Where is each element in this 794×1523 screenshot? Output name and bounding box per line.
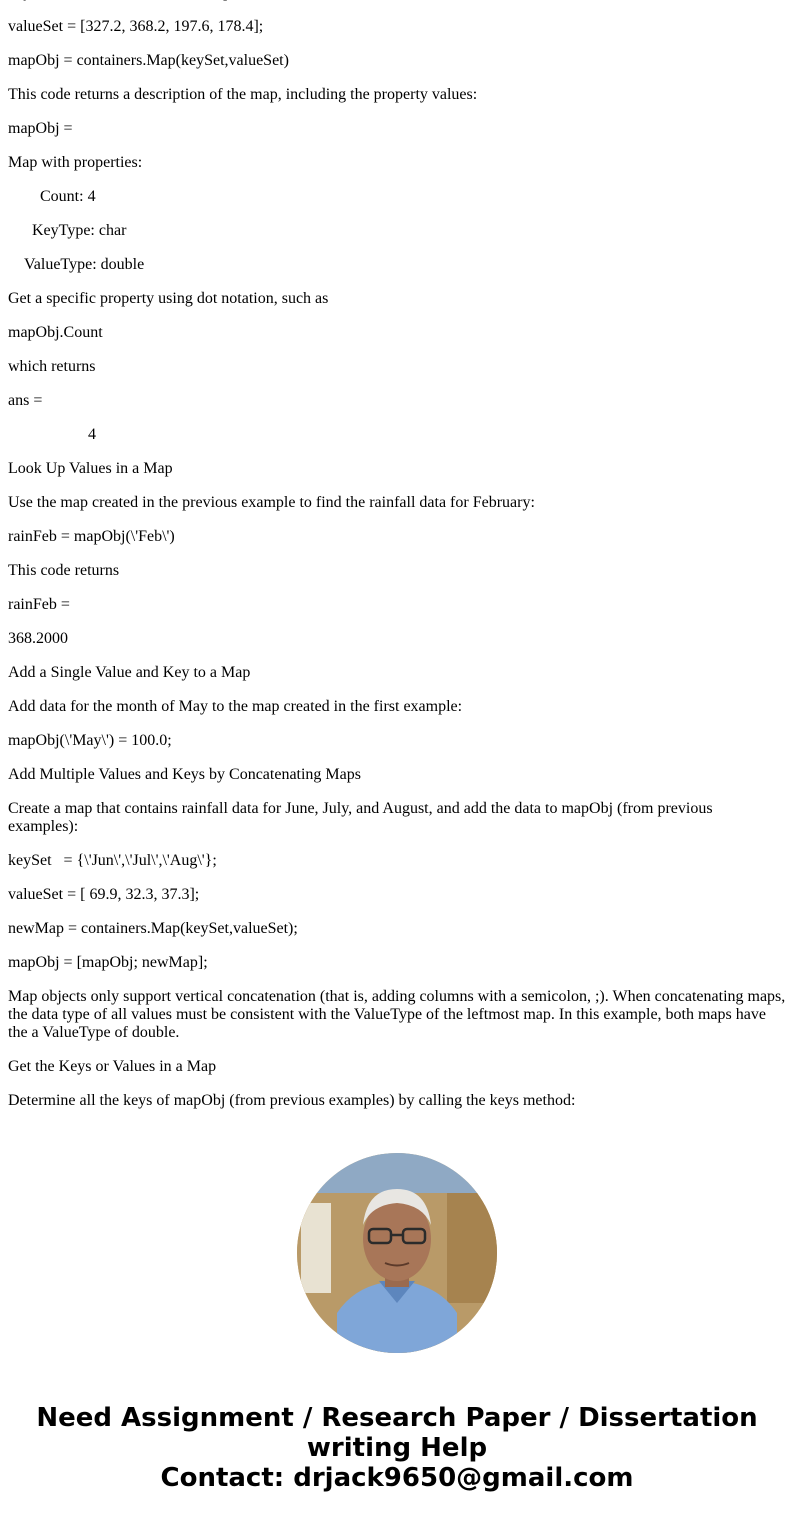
code-line: mapObj = [mapObj; newMap]; <box>8 954 208 971</box>
paragraph: This code returns <box>8 562 120 579</box>
code-output: ValueType: double <box>8 256 145 273</box>
code-output: Count: 4 <box>8 188 96 205</box>
paragraph: This code returns a description of the map, including the property values: <box>8 86 478 103</box>
portrait-image <box>297 1153 497 1353</box>
code-line <box>8 0 786 2</box>
code-output: KeyType: char <box>8 222 127 239</box>
code-line: mapObj.Count <box>8 324 103 341</box>
paragraph: Get a specific property using dot notation, such as <box>8 290 329 307</box>
document-body <box>8 0 790 1126</box>
code-output: ans = <box>8 392 43 409</box>
paragraph: Use the map created in the previous example to find the rainfall data for February: <box>8 494 535 511</box>
section-heading: Look Up Values in a Map <box>8 460 173 477</box>
code-line: valueSet = [ 69.9, 32.3, 37.3]; <box>8 886 200 903</box>
code-output: Map with properties: <box>8 154 143 171</box>
code-output: 4 <box>8 426 96 443</box>
code-line: valueSet = [327.2, 368.2, 197.6, 178.4]; <box>8 18 264 35</box>
section-heading: Get the Keys or Values in a Map <box>8 1058 217 1075</box>
author-avatar <box>297 1153 497 1353</box>
code-line: rainFeb = mapObj(\'Feb\') <box>8 528 175 545</box>
code-line: mapObj = containers.Map(keySet,valueSet) <box>8 52 289 69</box>
promo-line: writing Help <box>306 1433 488 1463</box>
paragraph: Add data for the month of May to the map created in the first example: <box>8 698 463 715</box>
code-output: mapObj = <box>8 120 73 137</box>
section-heading: Add a Single Value and Key to a Map <box>8 664 251 681</box>
code-line: mapObj(\'May\') = 100.0; <box>8 732 172 749</box>
code-output: 368.2000 <box>8 630 68 647</box>
code-line: keySet = {\'Jun\',\'Jul\',\'Aug\'}; <box>8 852 217 869</box>
code-line: newMap = containers.Map(keySet,valueSet); <box>8 920 298 937</box>
paragraph: Determine all the keys of mapObj (from previous examples) by calling the keys method: <box>8 1092 576 1109</box>
paragraph: Map objects only support vertical concatenation (that is, adding columns with a semicolon, ;). When concatenating maps, the data type of all values must be consistent with the ValueType of the leftmost map. In this example, both maps have the a ValueType of double. <box>8 988 790 1041</box>
code-output: rainFeb = <box>8 596 70 613</box>
promo-banner <box>0 1403 794 1493</box>
paragraph: Create a map that contains rainfall data for June, July, and August, and add the data to mapObj (from previous examples): <box>8 800 717 835</box>
contact-line: Contact: drjack9650@gmail.com <box>160 1463 634 1493</box>
promo-line: Need Assignment / Research Paper / Dissertation <box>36 1403 758 1433</box>
paragraph: which returns <box>8 358 96 375</box>
section-heading: Add Multiple Values and Keys by Concatenating Maps <box>8 766 361 783</box>
